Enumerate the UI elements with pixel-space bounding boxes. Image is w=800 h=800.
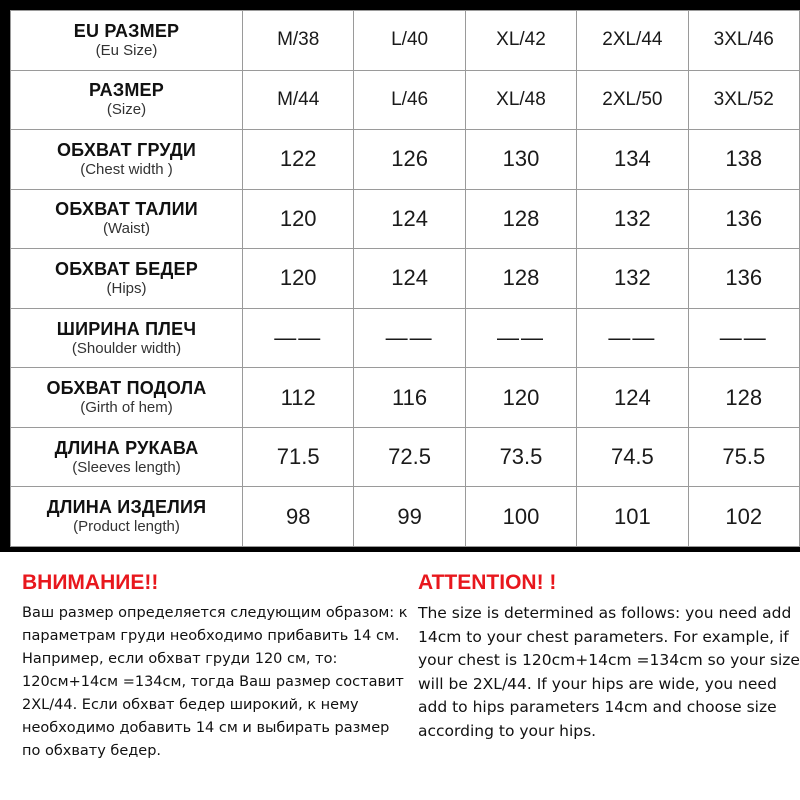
table-cell: 136	[688, 189, 799, 249]
row-label	[11, 189, 243, 249]
table-row	[11, 189, 800, 249]
table-row	[11, 427, 800, 487]
table-cell: 112	[243, 368, 354, 428]
table-cell: 122	[243, 130, 354, 190]
table-cell: 124	[354, 249, 465, 309]
row-label	[11, 130, 243, 190]
attention-en-title: ATTENTION! !	[418, 571, 557, 594]
table-cell: 101	[577, 487, 688, 547]
table-cell: 128	[688, 368, 799, 428]
table-cell: 3XL/52	[688, 70, 799, 130]
table-cell: 74.5	[577, 427, 688, 487]
row-label-en: (Girth of hem)	[80, 399, 173, 417]
table-cell: ——	[354, 308, 465, 368]
row-label-ru: ШИРИНА ПЛЕЧ	[56, 318, 197, 339]
size-chart-table	[10, 10, 800, 547]
row-label-ru: ОБХВАТ БЕДЕР	[55, 258, 198, 279]
row-label-en: (Chest width )	[80, 160, 173, 178]
row-label-ru: РАЗМЕР	[89, 80, 164, 101]
attention-en-block	[418, 568, 800, 743]
table-row	[11, 11, 800, 71]
table-cell: 116	[354, 368, 465, 428]
table-cell: ——	[243, 308, 354, 368]
table-cell: 120	[465, 368, 576, 428]
table-row	[11, 70, 800, 130]
table-cell: L/40	[354, 11, 465, 71]
row-label	[11, 368, 243, 428]
table-cell: 130	[465, 130, 576, 190]
table-cell: 2XL/44	[577, 11, 688, 71]
row-label-en: (Hips)	[106, 279, 147, 297]
row-label-en: (Shoulder width)	[71, 339, 182, 357]
row-label	[11, 427, 243, 487]
table-cell: ——	[577, 308, 688, 368]
table-cell: 100	[465, 487, 576, 547]
row-label	[11, 249, 243, 309]
row-label	[11, 308, 243, 368]
table-cell: M/38	[243, 11, 354, 71]
table-row	[11, 308, 800, 368]
table-row	[11, 249, 800, 309]
table-cell: XL/48	[465, 70, 576, 130]
table-cell: 138	[688, 130, 799, 190]
attention-notes	[0, 552, 800, 800]
attention-ru-block	[22, 568, 412, 763]
row-label-en: (Sleeves length)	[72, 458, 181, 476]
table-cell: 75.5	[688, 427, 799, 487]
table-cell: 120	[243, 189, 354, 249]
attention-ru-title: ВНИМАНИЕ!!	[22, 571, 159, 594]
row-label	[11, 70, 243, 130]
row-label-ru: ДЛИНА ИЗДЕЛИЯ	[46, 497, 207, 518]
row-label	[11, 11, 243, 71]
table-cell: 2XL/50	[577, 70, 688, 130]
table-cell: 128	[465, 249, 576, 309]
table-cell: M/44	[243, 70, 354, 130]
row-label-en: (Product length)	[73, 518, 180, 536]
table-cell: 3XL/46	[688, 11, 799, 71]
table-row	[11, 487, 800, 547]
table-cell: 136	[688, 249, 799, 309]
table-cell: 132	[577, 189, 688, 249]
row-label-ru: ОБХВАТ ГРУДИ	[56, 139, 197, 160]
table-cell: 120	[243, 249, 354, 309]
row-label-ru: EU РАЗМЕР	[73, 20, 180, 41]
row-label-en: (Eu Size)	[95, 41, 158, 59]
row-label-ru: ДЛИНА РУКАВА	[54, 437, 199, 458]
table-cell: 124	[577, 368, 688, 428]
table-cell: 72.5	[354, 427, 465, 487]
table-row	[11, 368, 800, 428]
table-cell: ——	[465, 308, 576, 368]
table-cell: 134	[577, 130, 688, 190]
row-label-en: (Size)	[106, 101, 147, 119]
attention-en-text: The size is determined as follows: you need add 14cm to your chest parameters. For example, if your chest is 120cm+14cm =134cm so your size will be 2XL/44. If your hips are wide, you need add to hips parameters 14cm and choose size according to your hips.	[418, 604, 800, 740]
table-cell: 126	[354, 130, 465, 190]
table-cell: 98	[243, 487, 354, 547]
table-cell: 124	[354, 189, 465, 249]
row-label	[11, 487, 243, 547]
table-row	[11, 130, 800, 190]
row-label-ru: ОБХВАТ ПОДОЛА	[46, 378, 207, 399]
table-cell: 102	[688, 487, 799, 547]
row-label-en: (Waist)	[103, 220, 150, 238]
table-cell: ——	[688, 308, 799, 368]
table-cell: 128	[465, 189, 576, 249]
table-cell: 132	[577, 249, 688, 309]
table-cell: 99	[354, 487, 465, 547]
table-cell: XL/42	[465, 11, 576, 71]
attention-ru-text: Ваш размер определяется следующим образом: к параметрам груди необходимо прибавить 14 см. Например, если обхват груди 120 см, то: 120см+14см =134см, тогда Ваш размер составит 2XL/44. Если обхват бедер широкий, к нему необходимо добавить 14 см и выбирать размер по обхвату бедер.	[22, 605, 408, 759]
table-cell: L/46	[354, 70, 465, 130]
table-cell: 71.5	[243, 427, 354, 487]
table-cell: 73.5	[465, 427, 576, 487]
row-label-ru: ОБХВАТ ТАЛИИ	[55, 199, 198, 220]
